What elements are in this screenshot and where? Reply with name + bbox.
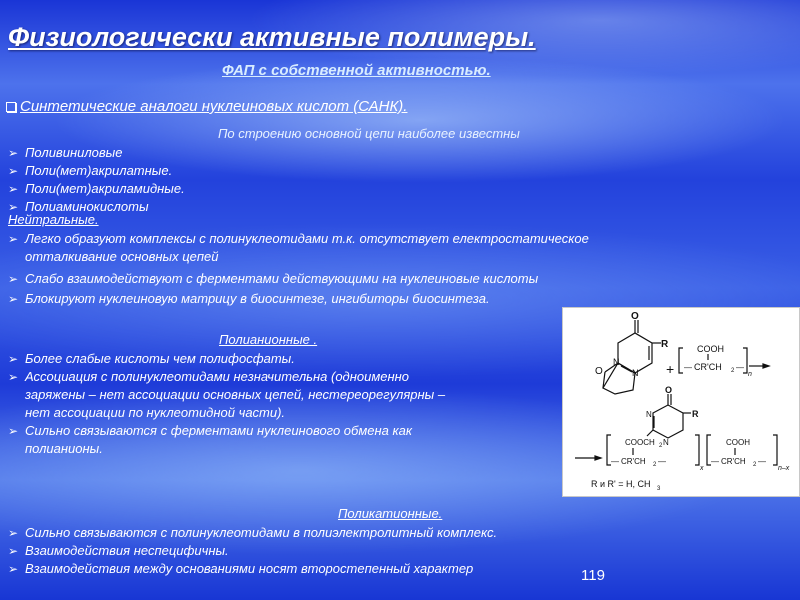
ester-group-label: COOCH [625, 438, 655, 447]
list-item: ➢ Поливиниловые [8, 145, 123, 160]
plus-sign: + [666, 361, 675, 377]
arrow-bullet-icon: ➢ [8, 272, 19, 286]
cooh-label: COOH [697, 344, 724, 354]
subscript-2: 2 [659, 443, 663, 449]
list-item: ➢ Полиаминокислоты [8, 199, 149, 214]
arrow-bullet-icon: ➢ [8, 544, 19, 558]
subscript-2: 2 [731, 368, 735, 374]
structure-list [8, 144, 185, 216]
unit-suffix: — [658, 457, 666, 466]
acrylic-bracket [679, 348, 769, 373]
list-item-continuation: нет ассоциации по нуклеотидной части). [25, 405, 286, 420]
list-item: ➢ Поли(мет)акриламидные. [8, 181, 185, 196]
neutral-heading: Нейтральные. [8, 212, 99, 227]
pyrimidine-ring [647, 394, 691, 438]
subscript-3: 3 [657, 486, 661, 492]
atom-r-label: R [661, 339, 669, 350]
chemical-scheme-panel [562, 307, 800, 497]
bicyclic-monomer [603, 320, 661, 394]
chemical-scheme-diagram [563, 308, 800, 498]
list-item: ➢ Блокируют нуклеиновую матрицу в биосинтезе, ингибиторы биосинтеза. [8, 291, 490, 306]
list-item: ➢ Слабо взаимодействуют с ферментами действующими на нуклеиновые кислоты [8, 271, 539, 286]
main-bullet [6, 98, 407, 115]
atom-o-label: O [595, 366, 603, 377]
polycationic-list [8, 524, 497, 578]
arrow-bullet-icon: ➢ [8, 182, 19, 196]
unit-prefix: — [684, 363, 692, 372]
atom-n-label: N [632, 368, 639, 378]
list-item: ➢ Сильно связываются с полинуклеотидами в полиэлектролитный комплекс. [8, 525, 498, 540]
list-item: ➢ Ассоциация с полинуклеотидами незначительна (одноименно [8, 369, 410, 384]
arrow-bullet-icon: ➢ [8, 200, 19, 214]
unit-suffix: — [736, 363, 744, 372]
atom-n-label: N [613, 357, 620, 367]
list-item: ➢ Легко образуют комплексы с полинуклеотидами т.к. отсутствует електростатическое [8, 231, 589, 246]
atom-r-label: R [692, 409, 699, 419]
list-item: ➢ Сильно связываются с ферментами нуклеинового обмена как [8, 423, 412, 438]
unit-prefix: — [711, 457, 719, 466]
page-number: 119 [581, 567, 605, 584]
arrow-bullet-icon: ➢ [8, 370, 19, 384]
neutral-list [8, 230, 589, 308]
slide-title: Физиологически активные полимеры. [8, 22, 536, 52]
cooh-label: COOH [726, 438, 750, 447]
arrow-bullet-icon: ➢ [8, 526, 19, 540]
polyanionic-list [8, 350, 445, 458]
slide-subtitle: ФАП с собственной активностью. [222, 62, 491, 79]
arrow-bullet-icon: ➢ [8, 146, 19, 160]
unit-suffix: — [758, 457, 766, 466]
subscript-2: 2 [653, 462, 657, 468]
arrow-bullet-icon: ➢ [8, 292, 19, 306]
list-item-continuation: заряжены – нет ассоциации основных цепей, нестереорегулярны – [25, 387, 446, 402]
main-bullet-text: Синтетические аналоги нуклеиновых кислот (САНК). [20, 98, 408, 115]
cr-unit-label: CR'CH [621, 457, 646, 466]
atom-n-label: N [646, 410, 652, 419]
arrow-bullet-icon: ➢ [8, 164, 19, 178]
cr-unit-label: CR'CH [694, 362, 722, 372]
unit-prefix: — [611, 457, 619, 466]
structure-intro: По строению основной цепи наиболее известны [218, 126, 520, 141]
cr-unit-label: CR'CH [721, 457, 746, 466]
list-item: ➢ Более слабые кислоты чем полифосфаты. [8, 351, 295, 366]
atom-o-label: O [665, 385, 673, 395]
atom-n-label: N [663, 438, 669, 447]
atom-o-label: O [631, 311, 639, 322]
list-item-continuation: отталкивание основных цепей [25, 249, 219, 264]
polyanionic-heading: Полианионные . [219, 332, 318, 347]
subscript-x: x [700, 465, 704, 472]
list-item: ➢ Взаимодействия неспецифичны. [8, 543, 229, 558]
list-item: ➢ Поли(мет)акрилатные. [8, 163, 173, 178]
arrow-bullet-icon: ➢ [8, 562, 19, 576]
substituent-legend: R и R' = H, CH [591, 479, 651, 489]
list-item-continuation: полианионы. [25, 441, 103, 456]
list-item: ➢ Взаимодействия между основаниями носят второстепенный характер [8, 561, 474, 576]
subscript-n: n [748, 371, 752, 378]
arrow-bullet-icon: ➢ [8, 352, 19, 366]
subscript-2: 2 [753, 462, 757, 468]
polycationic-heading: Поликатионные. [338, 506, 443, 521]
arrow-bullet-icon: ➢ [8, 424, 19, 438]
subscript-n-x: n–x [778, 465, 790, 472]
square-bullet-icon [6, 102, 16, 112]
arrow-bullet-icon: ➢ [8, 232, 19, 246]
